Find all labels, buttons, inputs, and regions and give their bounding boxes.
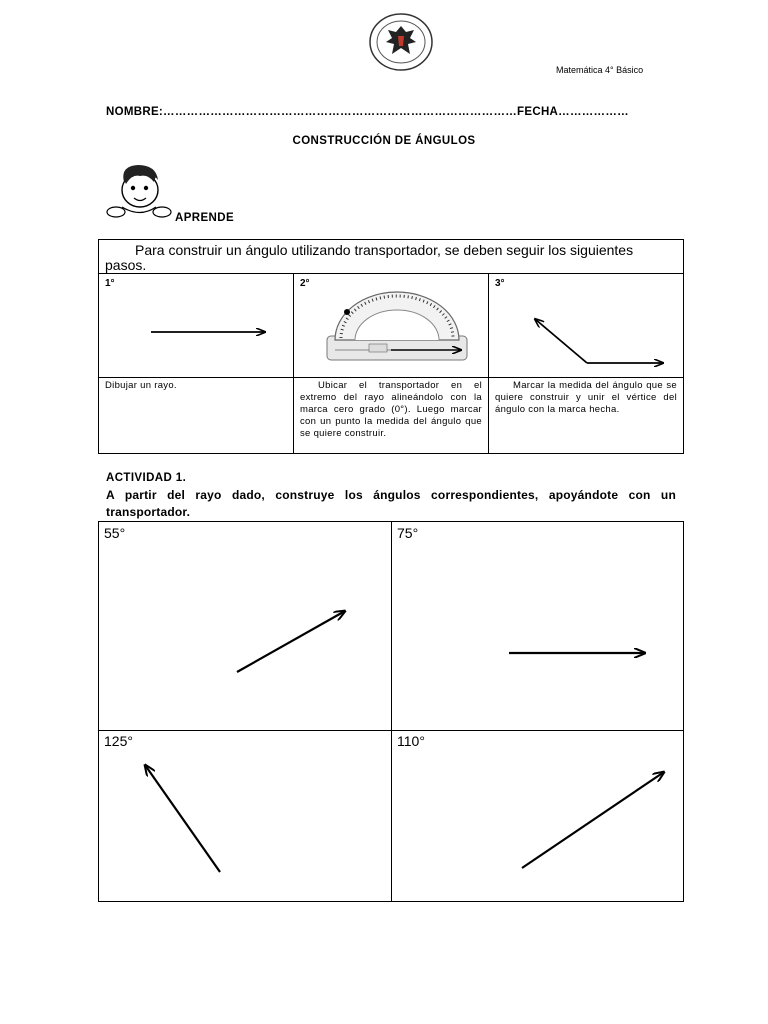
subject-label: Matemática 4° Básico <box>556 65 644 75</box>
angle-label-110: 110° <box>397 733 425 749</box>
steps-intro: Para construir un ángulo utilizando transportador, se deben seguir los siguientes pasos. <box>105 242 634 273</box>
name-date-line: NOMBRE:………………………………………………………………………………FECHA……………… <box>106 106 629 118</box>
ray-125 <box>145 765 220 872</box>
angle-label-125: 125° <box>104 733 133 749</box>
step-3-number: 3° <box>495 278 505 289</box>
activity-title: ACTIVIDAD 1. <box>106 472 187 484</box>
activity-grid <box>98 521 684 902</box>
child-illustration <box>104 160 174 222</box>
protractor-image <box>327 292 467 360</box>
step-2-description: Ubicar el transportador en el extremo del rayo alineándolo con la marca cero grado (0°). Luego marcar con un punto la medida del ángulo que se quiere construir. <box>300 380 482 439</box>
activity-rays <box>99 522 685 903</box>
ray-55 <box>237 611 345 672</box>
step-1-number: 1° <box>105 278 115 289</box>
school-logo <box>366 12 436 72</box>
activity-instruction: A partir del rayo dado, construye los ángulos correspondientes, apoyándote con un transportador. <box>106 488 676 519</box>
aprende-heading: APRENDE <box>175 212 235 224</box>
step-2-number: 2° <box>300 278 310 289</box>
step-3-description: Marcar la medida del ángulo que se quiere construir y unir el vértice del ángulo con la marca hecha. <box>495 380 677 415</box>
page-title: CONSTRUCCIÓN DE ÁNGULOS <box>292 135 476 147</box>
ray-110 <box>522 772 664 868</box>
steps-table <box>98 239 684 454</box>
angle-label-55: 55° <box>104 525 126 541</box>
angle-label-75: 75° <box>397 525 419 541</box>
step-3-ray-2 <box>535 319 587 363</box>
step-1-description: Dibujar un rayo. <box>105 380 177 391</box>
